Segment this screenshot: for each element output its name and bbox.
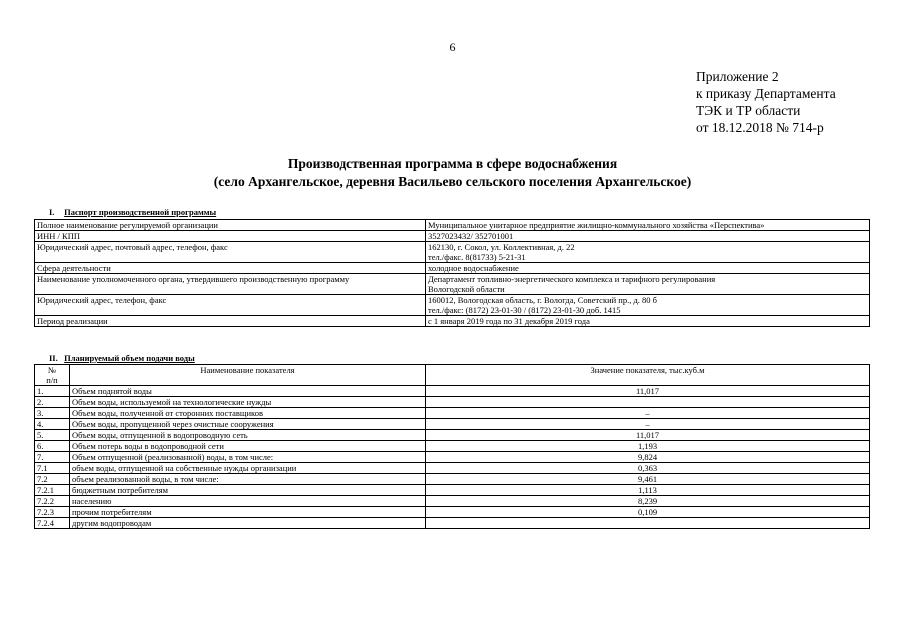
row-number: 7.2.3 [35, 507, 70, 518]
passport-value-line: 3527023432/ 352701001 [428, 231, 514, 241]
indicator-name: Объем отпущенной (реализованной) воды, в том числе: [70, 452, 426, 463]
table-row [35, 231, 870, 242]
passport-value-line: тел./факс: (8172) 23-01-30 / (8172) 23-01-30 доб. 1415 [428, 305, 621, 315]
indicator-name: Объем воды, используемой на технологические нужды [70, 397, 426, 408]
table-row [35, 408, 870, 419]
passport-value-line: 160012, Вологодская область, г. Вологда, Советский пр., д. 80 б [428, 295, 658, 305]
passport-value-line: Департамент топливно-энергетического комплекса и тарифного регулирования [428, 274, 716, 284]
passport-label: Юридический адрес, телефон, факс [35, 295, 426, 316]
indicator-value: 1,113 [426, 485, 870, 496]
section-title: Паспорт производственной программы [64, 207, 217, 217]
row-number: 7. [35, 452, 70, 463]
table-row [35, 386, 870, 397]
appendix-line: Приложение 2 [696, 69, 779, 84]
title-line: (село Архангельское, деревня Васильево сельского поселения Архангельское) [213, 174, 692, 189]
section-heading-passport [37, 207, 216, 217]
passport-value [426, 220, 870, 231]
passport-label: ИНН / КПП [35, 231, 426, 242]
passport-value-line: 162130, г. Сокол, ул. Коллективная, д. 22 [428, 242, 575, 252]
section-number: I. [49, 207, 55, 217]
column-header-value: Значение показателя, тыс.куб.м [426, 365, 870, 386]
indicator-value: 9,824 [426, 452, 870, 463]
passport-value-line: холодное водоснабжение [428, 263, 519, 273]
indicator-value: 0,109 [426, 507, 870, 518]
volume-table [34, 364, 870, 529]
document-title [0, 155, 905, 191]
indicator-value: 1,193 [426, 441, 870, 452]
table-row [35, 397, 870, 408]
table-row [35, 496, 870, 507]
passport-value [426, 316, 870, 327]
row-number: 7.2.2 [35, 496, 70, 507]
indicator-value: 9,461 [426, 474, 870, 485]
passport-label: Наименование уполномоченного органа, утвердившего производственную программу [35, 274, 426, 295]
appendix-block [696, 68, 836, 136]
passport-label: Сфера деятельности [35, 263, 426, 274]
passport-value-line: Муниципальное унитарное предприятие жилищно-коммунального хозяйства «Перспектива» [428, 220, 765, 230]
table-row [35, 463, 870, 474]
passport-value-line: тел./факс. 8(81733) 5-21-31 [428, 252, 526, 262]
indicator-value: – [426, 408, 870, 419]
indicator-value: 11,017 [426, 386, 870, 397]
table-row [35, 485, 870, 496]
indicator-name: Объем воды, полученной от сторонних поставщиков [70, 408, 426, 419]
table-row [35, 263, 870, 274]
section-number: II. [49, 353, 58, 363]
passport-value-line: Вологодской области [428, 284, 505, 294]
table-row [35, 242, 870, 263]
indicator-name: Объем потерь воды в водопроводной сети [70, 441, 426, 452]
table-row [35, 220, 870, 231]
title-line: Производственная программа в сфере водоснабжения [287, 156, 618, 171]
table-row [35, 316, 870, 327]
row-number: 7.1 [35, 463, 70, 474]
passport-value [426, 231, 870, 242]
row-number: 7.2.1 [35, 485, 70, 496]
passport-value-line: с 1 января 2019 года по 31 декабря 2019 года [428, 316, 590, 326]
indicator-name: Объем поднятой воды [70, 386, 426, 397]
table-row [35, 441, 870, 452]
indicator-value: 11,017 [426, 430, 870, 441]
row-number: 2. [35, 397, 70, 408]
page-number: 6 [449, 40, 456, 54]
row-number: 7.2 [35, 474, 70, 485]
appendix-line: к приказу Департамента [696, 86, 836, 101]
appendix-line: от 18.12.2018 № 714-р [696, 120, 824, 135]
table-row [35, 274, 870, 295]
row-number: 7.2.4 [35, 518, 70, 529]
column-header-number: № п/п [35, 365, 70, 386]
indicator-value [426, 518, 870, 529]
indicator-value [426, 397, 870, 408]
passport-label: Юридический адрес, почтовый адрес, телефон, факс [35, 242, 426, 263]
passport-value [426, 295, 870, 316]
indicator-value: 8,239 [426, 496, 870, 507]
section-heading-volume [37, 353, 195, 363]
indicator-value: – [426, 419, 870, 430]
section-title: Планируемый объем подачи воды [64, 353, 195, 363]
indicator-name: Объем воды, отпущенной в водопроводную сеть [70, 430, 426, 441]
table-row [35, 295, 870, 316]
indicator-value: 0,363 [426, 463, 870, 474]
appendix-line: ТЭК и ТР области [696, 103, 801, 118]
passport-value [426, 274, 870, 295]
indicator-name: другим водопроводам [70, 518, 426, 529]
column-header-name: Наименование показателя [70, 365, 426, 386]
row-number: 5. [35, 430, 70, 441]
row-number: 4. [35, 419, 70, 430]
indicator-name: прочим потребителям [70, 507, 426, 518]
table-row [35, 474, 870, 485]
indicator-name: Объем воды, пропущенной через очистные сооружения [70, 419, 426, 430]
indicator-name: населению [70, 496, 426, 507]
table-row [35, 518, 870, 529]
passport-table [34, 219, 870, 327]
table-header-row [35, 365, 870, 386]
row-number: 3. [35, 408, 70, 419]
passport-label: Период реализации [35, 316, 426, 327]
row-number: 6. [35, 441, 70, 452]
indicator-name: бюджетным потребителям [70, 485, 426, 496]
table-row [35, 419, 870, 430]
indicator-name: объем реализованной воды, в том числе: [70, 474, 426, 485]
row-number: 1. [35, 386, 70, 397]
table-row [35, 430, 870, 441]
indicator-name: объем воды, отпущенной на собственные нужды организации [70, 463, 426, 474]
passport-value [426, 242, 870, 263]
table-row [35, 452, 870, 463]
passport-label: Полное наименование регулируемой организации [35, 220, 426, 231]
passport-value [426, 263, 870, 274]
table-row [35, 507, 870, 518]
